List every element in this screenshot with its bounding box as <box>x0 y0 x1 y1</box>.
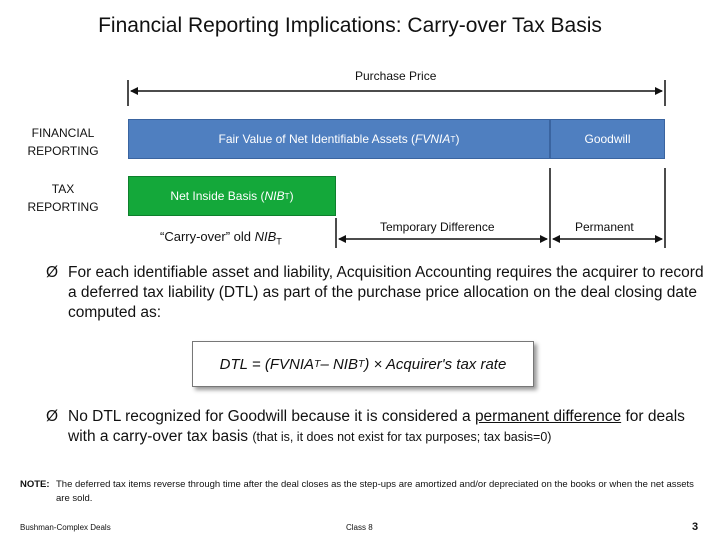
financial-reporting-label <box>8 124 118 160</box>
nib-italic: NIB <box>264 189 285 203</box>
goodwill-box <box>550 119 665 159</box>
footer-center: Class 8 <box>346 523 373 532</box>
formula-sub2: T <box>357 358 365 370</box>
goodwill-text: Goodwill <box>584 132 631 146</box>
note-text: The deferred tax items reverse through time after the deal closes as the step-ups are amortized and/or depreciated on the books or when the net assets are sold. <box>56 479 694 504</box>
financial-label-line2: REPORTING <box>27 144 99 158</box>
fvnia-italic: FVNIA <box>415 132 451 146</box>
b2-start: No DTL recognized for Goodwill because it is considered a <box>68 408 475 425</box>
formula-rhs: ) × Acquirer's tax rate <box>364 355 507 373</box>
purchase-price-label: Purchase Price <box>355 69 437 83</box>
formula-lhs: DTL = (FVNIA <box>219 355 315 373</box>
fvnia-text: Fair Value of Net Identifiable Assets ( <box>218 132 416 146</box>
tax-label-line1: TAX <box>51 182 75 196</box>
formula-sub1: T <box>314 358 321 370</box>
b2-small: (that is, it does not exist for tax purposes; tax basis=0) <box>252 430 552 444</box>
fvnia-box <box>128 119 550 159</box>
formula-mid: – NIB <box>320 355 358 373</box>
b2-mid: for deals with a carry-over tax basis <box>68 408 685 445</box>
temporary-difference-label: Temporary Difference <box>380 220 495 234</box>
dtl-formula-box <box>192 341 534 387</box>
nib-text: Net Inside Basis ( <box>170 189 265 203</box>
b2-underline: permanent difference <box>474 408 622 425</box>
nib-close: ) <box>289 189 294 203</box>
arrow-bullet-icon: Ø <box>46 408 59 425</box>
note-label: NOTE: <box>20 479 50 490</box>
arrow-bullet-icon: Ø <box>46 264 59 281</box>
financial-label-line1: FINANCIAL <box>31 126 95 140</box>
tax-reporting-label <box>8 180 118 216</box>
tax-label-line2: REPORTING <box>27 200 99 214</box>
nib-sub: T <box>284 191 290 201</box>
footer-left: Bushman-Complex Deals <box>20 523 111 532</box>
bullet-goodwill-text <box>68 407 706 447</box>
permanent-label: Permanent <box>575 220 634 234</box>
nib-box <box>128 176 336 216</box>
bullet-dtl-text: For each identifiable asset and liability, Acquisition Accounting requires the acquirer to record a deferred tax liability (DTL) as part of the purchase price allocation on the deal closing date computed as: <box>68 264 704 321</box>
bullet-goodwill <box>46 407 706 447</box>
carryover-text: “Carry-over” old <box>160 229 255 244</box>
page-number: 3 <box>692 521 699 533</box>
bullet-dtl <box>46 263 706 323</box>
fvnia-close: ) <box>455 132 460 146</box>
page-title: Financial Reporting Implications: Carry-over Tax Basis <box>98 14 602 37</box>
note <box>20 478 710 506</box>
carryover-italic: NIB <box>254 229 277 244</box>
carryover-sub: T <box>276 236 282 247</box>
fvnia-sub: T <box>450 134 456 144</box>
carryover-label <box>160 229 282 247</box>
